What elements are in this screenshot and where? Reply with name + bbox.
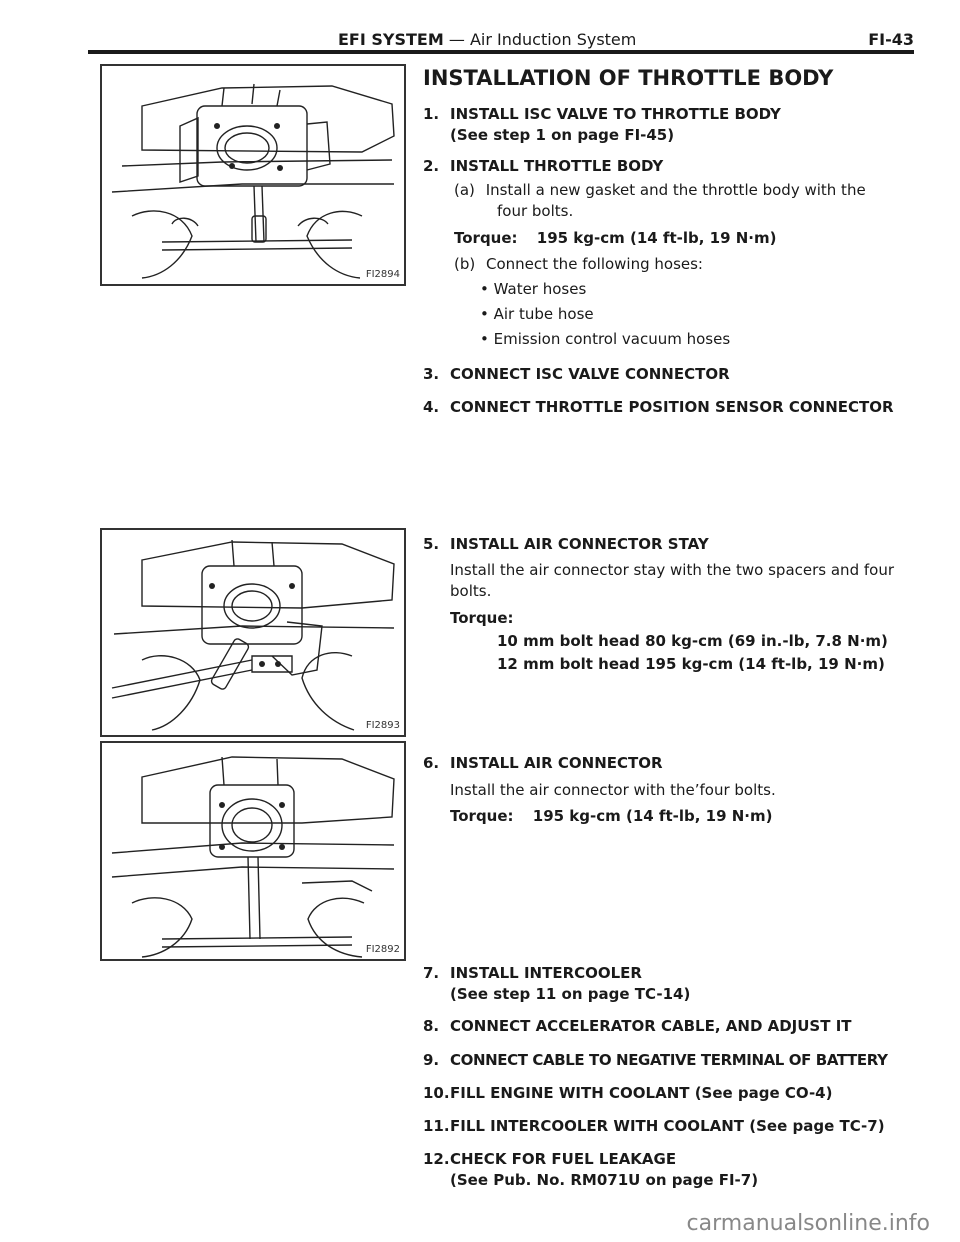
torque-value: 195 kg-cm (14 ft-lb, 19 N·m) [532, 807, 773, 825]
step-number: 5. [423, 535, 440, 553]
section-title: INSTALLATION OF THROTTLE BODY [423, 66, 834, 90]
step-11-title: FILL INTERCOOLER WITH COOLANT (See page TC-7) [450, 1117, 885, 1135]
torque-label: Torque: [450, 807, 514, 825]
step-2a-cont: four bolts. [497, 202, 574, 220]
page-number: FI-43 [868, 30, 914, 49]
step-number: 10. [423, 1084, 450, 1102]
header-subsection: — Air Induction System [443, 30, 637, 49]
step-5-title: INSTALL AIR CONNECTOR STAY [450, 535, 709, 553]
step-12 [423, 1149, 913, 1191]
header-rule [88, 50, 914, 54]
step-6-torque [450, 806, 773, 827]
step-6-title: INSTALL AIR CONNECTOR [450, 754, 663, 772]
step-1 [423, 104, 913, 146]
figure-code: FI2894 [365, 269, 400, 280]
step-2-title: INSTALL THROTTLE BODY [450, 157, 664, 175]
figure-air-connector [100, 741, 406, 961]
step-number: 3. [423, 365, 440, 383]
figure-air-connector-stay [100, 528, 406, 737]
step-5-torque-12mm: 12 mm bolt head 195 kg-cm (14 ft-lb, 19 N·m) [497, 655, 885, 673]
step-number: 12. [423, 1150, 450, 1168]
step-2 [423, 156, 913, 177]
step-number: 7. [423, 964, 440, 982]
header-section: EFI SYSTEM [338, 30, 444, 49]
substep-text: Install a new gasket and the throttle body with the [485, 181, 866, 199]
substep-text: Connect the following hoses: [486, 255, 703, 273]
step-number: 4. [423, 398, 440, 416]
step-12-reference: (See Pub. No. RM071U on page FI-7) [450, 1171, 759, 1189]
figure-throttle-body-install [100, 64, 406, 286]
step-11 [423, 1116, 913, 1137]
step-1-reference: (See step 1 on page FI-45) [450, 126, 675, 144]
step-number: 8. [423, 1017, 440, 1035]
figure-code: FI2893 [365, 720, 400, 731]
list-item: • Air tube hose [480, 305, 594, 323]
step-9-title: CONNECT CABLE TO NEGATIVE TERMINAL OF BATTERY [450, 1051, 888, 1069]
figure-code: FI2892 [365, 944, 400, 955]
substep-label: (b) [454, 255, 476, 273]
step-6 [423, 753, 913, 774]
step-3 [423, 364, 913, 385]
step-number: 11. [423, 1117, 450, 1135]
step-7-title: INSTALL INTERCOOLER [450, 964, 642, 982]
substep-label: (a) [454, 181, 475, 199]
step-number: 6. [423, 754, 440, 772]
list-item: • Emission control vacuum hoses [480, 330, 731, 348]
step-12-title: CHECK FOR FUEL LEAKAGE [450, 1150, 677, 1168]
header-title [338, 30, 636, 49]
air-connector-illustration [102, 743, 404, 959]
torque-label: Torque: [454, 229, 518, 247]
step-2-torque [454, 228, 777, 249]
step-10-title: FILL ENGINE WITH COOLANT (See page CO-4) [450, 1084, 833, 1102]
step-5-torque-10mm: 10 mm bolt head 80 kg-cm (69 in.-lb, 7.8 N·m) [497, 632, 888, 650]
step-number: 9. [423, 1051, 440, 1069]
step-number: 2. [423, 157, 440, 175]
connector-stay-illustration [102, 530, 404, 735]
step-2a [454, 180, 866, 201]
step-6-text: Install the air connector with theʼfour bolts. [450, 781, 776, 799]
step-2b [454, 254, 703, 275]
step-4 [423, 397, 913, 418]
step-1-title: INSTALL ISC VALVE TO THROTTLE BODY [450, 105, 781, 123]
step-number: 1. [423, 105, 440, 123]
step-7-reference: (See step 11 on page TC-14) [450, 985, 691, 1003]
step-9 [423, 1050, 913, 1071]
page-header [88, 28, 914, 56]
step-5-text-cont: bolts. [450, 582, 492, 600]
watermark: carmanualsonline.info [686, 1211, 930, 1236]
step-8 [423, 1016, 913, 1037]
throttle-body-illustration [102, 66, 404, 284]
step-5-torque-label: Torque: [450, 609, 514, 627]
step-7 [423, 963, 913, 1005]
list-item: • Water hoses [480, 280, 587, 298]
step-4-title: CONNECT THROTTLE POSITION SENSOR CONNECTOR [450, 398, 894, 416]
step-8-title: CONNECT ACCELERATOR CABLE, AND ADJUST IT [450, 1017, 852, 1035]
step-5-text: Install the air connector stay with the two spacers and four [450, 561, 894, 579]
step-3-title: CONNECT ISC VALVE CONNECTOR [450, 365, 730, 383]
step-5 [423, 534, 913, 555]
step-10 [423, 1083, 913, 1104]
torque-value: 195 kg-cm (14 ft-lb, 19 N·m) [536, 229, 777, 247]
